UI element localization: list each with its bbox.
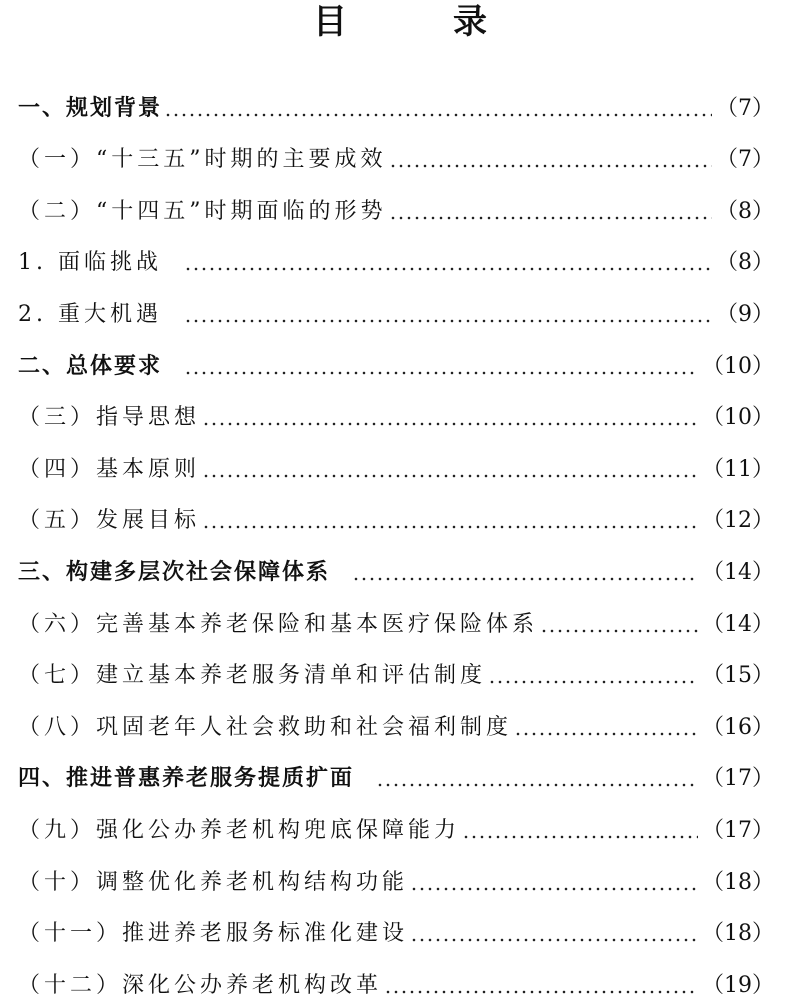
toc-entry[interactable] (18, 78, 774, 130)
toc-entry-page: （11） (702, 456, 774, 482)
toc-entry[interactable] (18, 336, 774, 388)
dot-leader (202, 525, 698, 529)
dot-leader (389, 216, 713, 220)
toc-entry-label: 2. 重大机遇 (18, 301, 162, 327)
dot-leader (202, 474, 698, 478)
toc-entry[interactable] (18, 904, 774, 956)
toc-entry[interactable] (18, 646, 774, 698)
toc-entry[interactable] (18, 852, 774, 904)
toc-entry[interactable] (18, 233, 774, 285)
toc-entry-label: 四、推进普惠养老服务提质扩面 (18, 766, 355, 792)
toc-entry-page: （17） (702, 817, 774, 843)
dot-leader (184, 267, 712, 271)
toc-entry-page: （15） (702, 663, 774, 689)
toc-entry-label: （七）建立基本养老服务清单和评估制度 (18, 663, 487, 689)
toc-entry[interactable] (18, 181, 774, 233)
toc-entry-label: 1. 面临挑战 (18, 250, 162, 276)
toc-entry[interactable] (18, 130, 774, 182)
toc-entry-label: （一）“十三五”时期的主要成效 (18, 147, 387, 173)
dot-leader (514, 732, 698, 736)
toc-entry-page: （16） (702, 714, 774, 740)
toc-entry-label: （十二）深化公办养老机构改革 (18, 972, 383, 998)
toc-entry-label: （九）强化公办养老机构兜底保障能力 (18, 817, 461, 843)
toc-entry-page: （8） (716, 250, 774, 276)
toc-entry-page: （10） (702, 353, 774, 379)
toc-entry-label: （五）发展目标 (18, 508, 201, 534)
dot-leader (184, 319, 712, 323)
toc-entry-label: 三、构建多层次社会保障体系 (18, 559, 331, 585)
dot-leader (164, 113, 712, 117)
page-title: 目 录 (313, 2, 523, 42)
toc-entry[interactable] (18, 491, 774, 543)
dot-leader (462, 835, 698, 839)
toc-entry-page: （14） (702, 559, 774, 585)
dot-leader (184, 371, 698, 375)
dot-leader (384, 990, 698, 994)
toc-entry-page: （7） (716, 95, 774, 121)
toc-entry[interactable] (18, 594, 774, 646)
toc-entry-label: （十）调整优化养老机构结构功能 (18, 869, 409, 895)
toc-entry[interactable] (18, 955, 774, 1007)
toc-entry-page: （12） (702, 508, 774, 534)
dot-leader (410, 887, 698, 891)
toc-entry-page: （7） (716, 147, 774, 173)
toc-entry-label: （四）基本原则 (18, 456, 201, 482)
toc-entry[interactable] (18, 439, 774, 491)
toc-entry-label: 二、总体要求 (18, 353, 163, 379)
toc-entry-page: （9） (716, 301, 774, 327)
dot-leader (352, 577, 698, 581)
toc-entry-label: （六）完善基本养老保险和基本医疗保险体系 (18, 611, 539, 637)
toc-entry-page: （19） (702, 972, 774, 998)
toc-entry[interactable] (18, 542, 774, 594)
toc-entry[interactable] (18, 284, 774, 336)
toc-entry-label: （十一）推进养老服务标准化建设 (18, 921, 409, 947)
dot-leader (389, 164, 713, 168)
toc-entry-label: （八）巩固老年人社会救助和社会福利制度 (18, 714, 513, 740)
toc-entry-page: （10） (702, 405, 774, 431)
dot-leader (410, 938, 698, 942)
toc-entry[interactable] (18, 749, 774, 801)
toc-entry[interactable] (18, 800, 774, 852)
toc-entry-page: （18） (702, 921, 774, 947)
toc-entry-page: （14） (702, 611, 774, 637)
toc-entry-label: （二）“十四五”时期面临的形势 (18, 198, 387, 224)
toc-list (18, 78, 774, 1007)
toc-entry-label: 一、规划背景 (18, 95, 163, 121)
dot-leader (540, 629, 698, 633)
dot-leader (488, 680, 698, 684)
toc-entry-page: （17） (702, 766, 774, 792)
toc-entry-page: （18） (702, 869, 774, 895)
toc-entry-page: （8） (716, 198, 774, 224)
toc-entry-label: （三）指导思想 (18, 405, 201, 431)
toc-entry[interactable] (18, 697, 774, 749)
dot-leader (376, 783, 698, 787)
toc-entry[interactable] (18, 388, 774, 440)
dot-leader (202, 422, 698, 426)
